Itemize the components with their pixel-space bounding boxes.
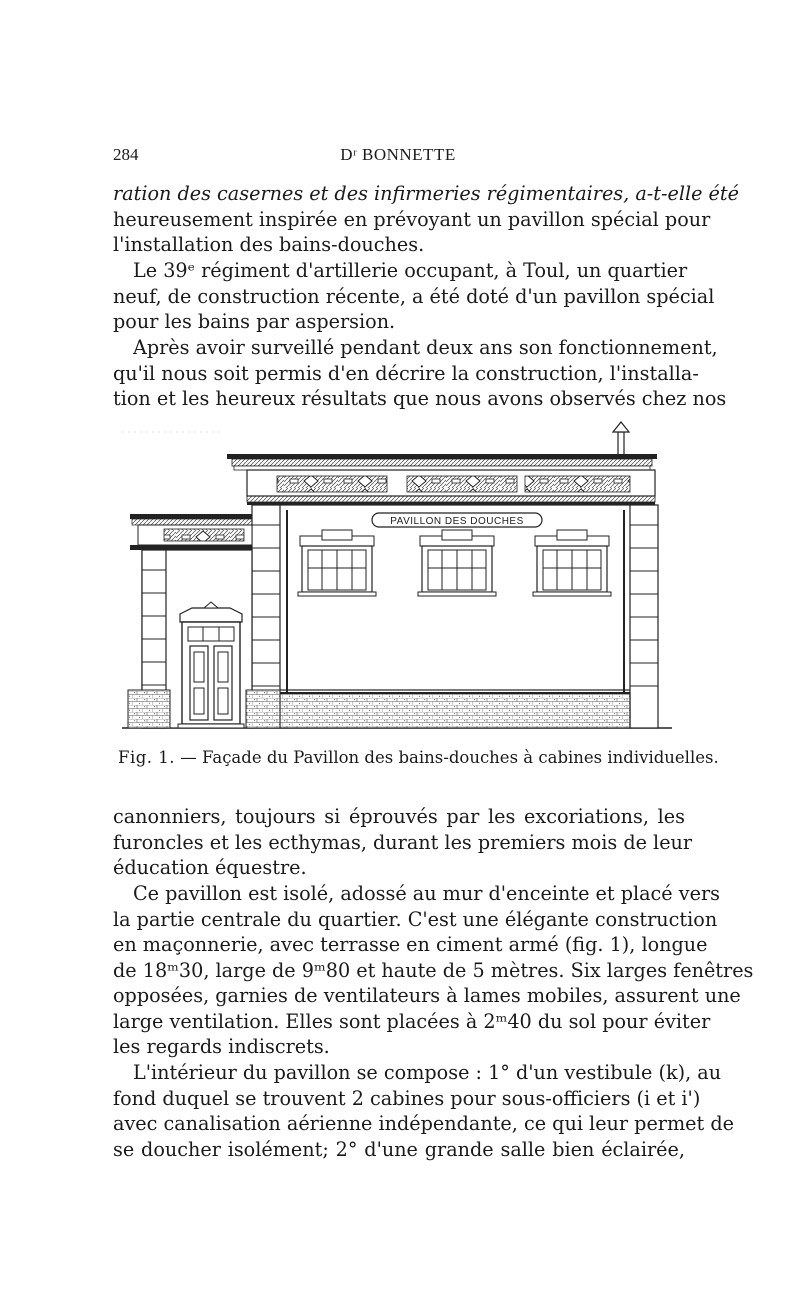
text-line: en maçonnerie, avec terrasse en ciment armé (fig. 1), longue [113, 933, 708, 956]
paragraph-regiment [113, 258, 715, 335]
figure-caption-text: — Façade du Pavillon des bains-douches à cabines individuelles. [180, 748, 719, 767]
text-line: fond duquel se trouvent 2 cabines pour sous-officiers (i et i') [113, 1086, 701, 1110]
text-line: la partie centrale du quartier. C'est une élégante construction [113, 907, 718, 931]
text-line: de 18ᵐ30, large de 9ᵐ80 et haute de 5 mètres. Six larges fenêtres [113, 958, 754, 982]
figure-caption [118, 748, 719, 767]
text-line: éducation équestre. [113, 856, 307, 879]
text-line: pour les bains par aspersion. [113, 310, 396, 333]
page-number: 284 [113, 145, 139, 164]
figure-label: Fig. 1. [118, 748, 176, 767]
paragraph-interior [113, 1060, 734, 1162]
text-line: se doucher isolément; 2° d'une grande salle bien éclairée, [113, 1137, 685, 1161]
window-right [533, 530, 611, 596]
text-line: avec canalisation aérienne indépendante, ce qui leur permet de [113, 1112, 734, 1135]
text-line: ration des casernes et des infirmeries régimentaires, a-t-elle été [113, 182, 739, 205]
pavilion-facade-illustration [122, 418, 672, 733]
paragraph-observations [113, 335, 727, 412]
text-line: heureusement inspirée en prévoyant un pavillon spécial pour [113, 207, 711, 231]
text-line: les regards indiscrets. [113, 1035, 330, 1058]
window-left [298, 530, 376, 596]
text-line: neuf, de construction récente, a été doté d'un pavillon spécial [113, 284, 715, 308]
text-line: L'intérieur du pavillon se compose : 1° d'un vestibule (k), au [133, 1061, 722, 1084]
text-line: Ce pavillon est isolé, adossé au mur d'enceinte et placé vers [133, 882, 720, 905]
text-line: opposées, garnies de ventilateurs à lames mobiles, assurent une [113, 984, 741, 1007]
text-line: l'installation des bains-douches. [113, 233, 425, 256]
text-line: furoncles et les ecthymas, durant les premiers mois de leur [113, 830, 693, 854]
page-header [113, 143, 683, 169]
text-line: Le 39ᵉ régiment d'artillerie occupant, à Toul, un quartier [133, 259, 688, 282]
paragraph-canonniers [113, 804, 693, 881]
text-line: large ventilation. Elles sont placées à 2ᵐ40 du sol pour éviter [113, 1009, 711, 1033]
paragraph-description [113, 881, 754, 1060]
paragraph-continuation [113, 181, 739, 258]
window-center [418, 530, 496, 596]
running-title: Dʳ BONNETTE [340, 145, 456, 164]
door-illustration [178, 602, 244, 728]
text-line: canonniers, toujours si éprouvés par les excoriations, les [113, 805, 685, 828]
text-line: qu'il nous soit permis d'en décrire la construction, l'installa- [113, 361, 699, 385]
text-line: Après avoir surveillé pendant deux ans son fonctionnement, [133, 336, 718, 359]
text-line: tion et les heureux résultats que nous avons observés chez nos [113, 387, 727, 410]
pavilion-sign: PAVILLON DES DOUCHES [390, 516, 524, 527]
